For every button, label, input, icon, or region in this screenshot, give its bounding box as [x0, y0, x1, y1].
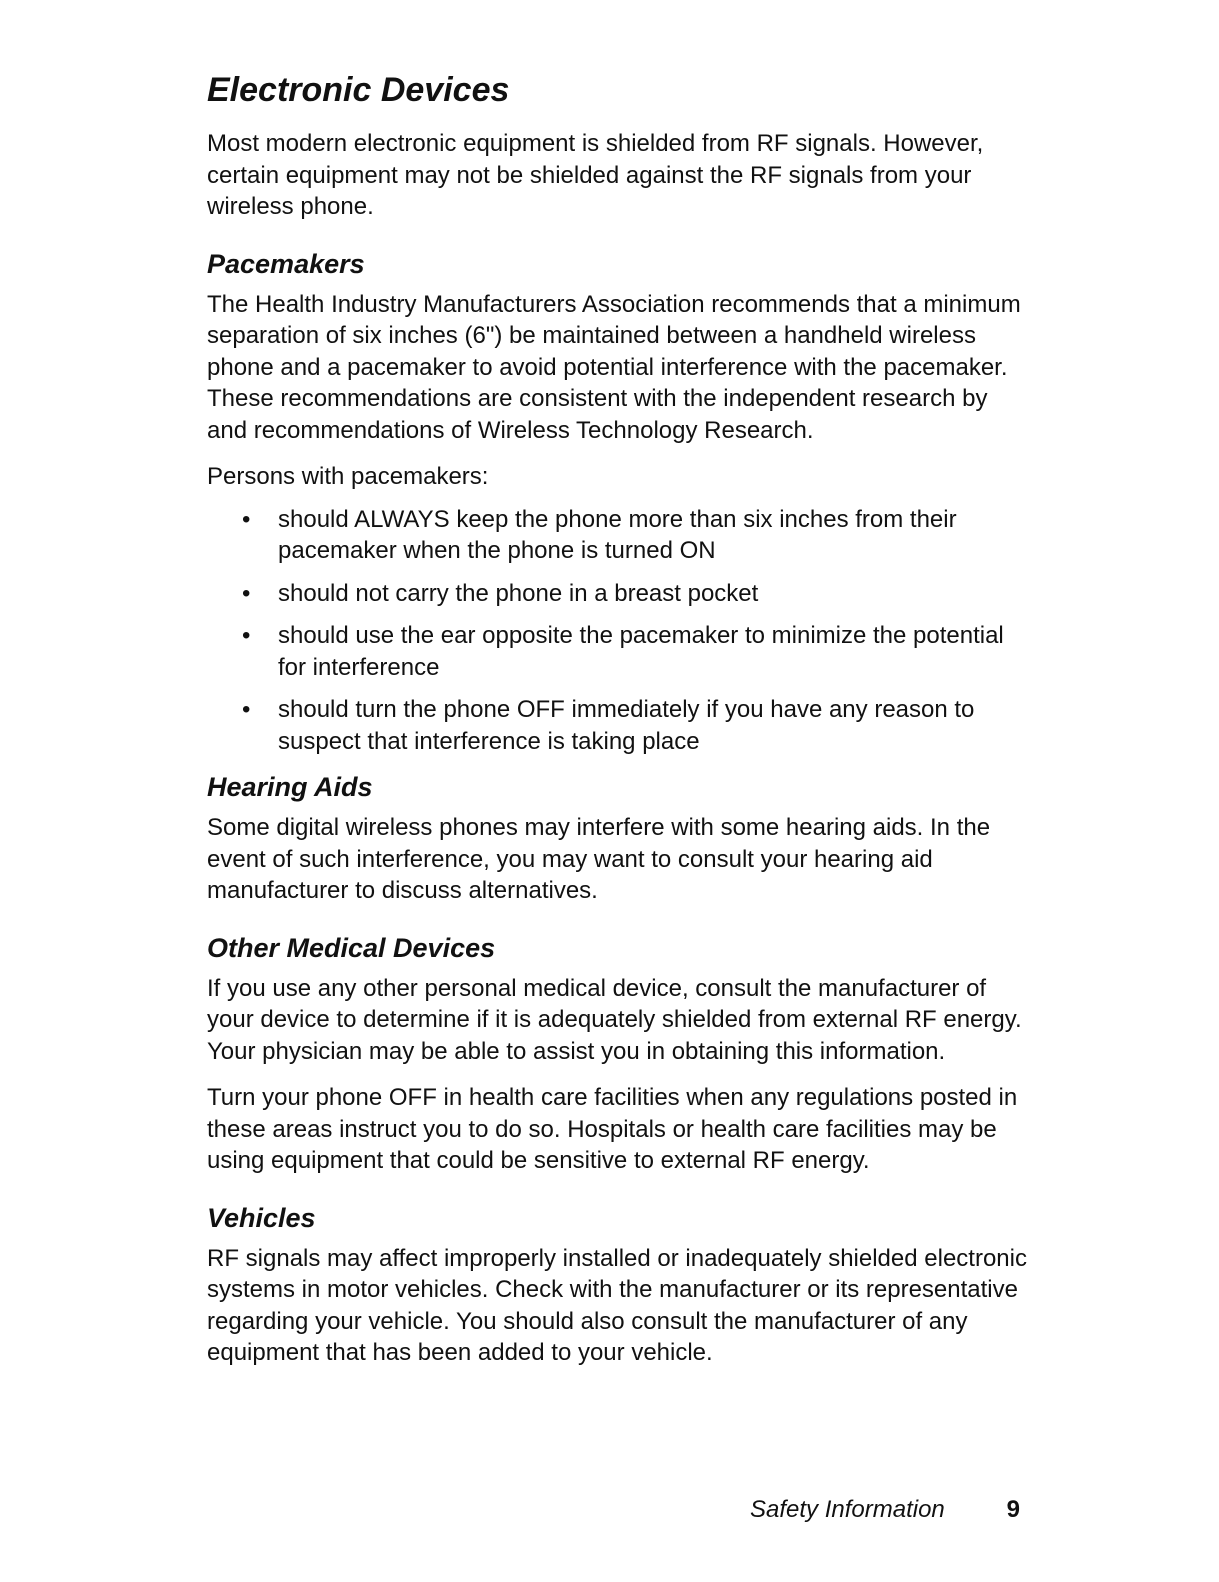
hearing-aids-heading: Hearing Aids: [207, 772, 373, 802]
page-footer: [750, 1494, 1020, 1526]
footer-section-label: Safety Information: [750, 1496, 945, 1523]
bullet-icon: •: [242, 579, 251, 607]
list-item-text: should turn the phone OFF immediately if you have any reason to suspect that interference is taking place: [278, 696, 975, 755]
vehicles-paragraph: RF signals may affect improperly installed or inadequately shielded electronic systems in motor vehicles. Check with the manufacturer or its representative regarding your vehicle. You should also consult the manufacturer of any equipment that has been added to your vehicle.: [207, 1244, 1027, 1366]
pacemakers-list: [207, 504, 1027, 758]
list-item-text: should ALWAYS keep the phone more than six inches from their pacemaker when the phone is turned ON: [278, 505, 957, 564]
other-medical-paragraph-2: Turn your phone OFF in health care facilities when any regulations posted in these areas instruct you to do so. Hospitals or health care facilities may be using equipment that could be sensitive to external RF energy.: [207, 1084, 1018, 1174]
intro-paragraph: Most modern electronic equipment is shielded from RF signals. However, certain equipment may not be shielded against the RF signals from your wireless phone.: [207, 130, 984, 220]
other-medical-heading: Other Medical Devices: [207, 932, 496, 963]
bullet-icon: •: [242, 696, 251, 723]
list-item-text: should not carry the phone in a breast pocket: [278, 579, 759, 607]
vehicles-heading: Vehicles: [207, 1202, 316, 1233]
pacemakers-heading: Pacemakers: [207, 248, 365, 279]
list-item: [207, 578, 1027, 610]
list-item-text: should use the ear opposite the pacemaker to minimize the potential for interference: [278, 622, 1004, 681]
page-title: Electronic Devices: [207, 71, 510, 109]
section-hearing-aids: [207, 768, 1027, 907]
list-item: [207, 504, 1027, 567]
pacemakers-lead: Persons with pacemakers:: [207, 463, 489, 490]
page-number: 9: [1006, 1496, 1020, 1523]
other-medical-paragraph-1: If you use any other personal medical device, consult the manufacturer of your device to determine if it is adequately shielded from external RF energy. Your physician may be able to assist you in obtaining this information.: [207, 974, 1022, 1065]
hearing-aids-paragraph: Some digital wireless phones may interfere with some hearing aids. In the event of such interference, you may want to consult your hearing aid manufacturer to discuss alternatives.: [207, 814, 991, 904]
section-vehicles: [207, 1199, 1027, 1369]
list-item: [207, 620, 1027, 683]
pacemakers-paragraph: The Health Industry Manufacturers Association recommends that a minimum separation of six inches (6") be maintained between a handheld wireless phone and a pacemaker to avoid potential interference with the pacemaker. These recommendations are consistent with the independent research by and recommendations of Wireless Technology Research.: [207, 290, 1021, 444]
section-other-medical-devices: [207, 929, 1027, 1177]
bullet-icon: •: [242, 505, 251, 533]
list-item: [207, 694, 1027, 757]
section-pacemakers: [207, 245, 1027, 758]
page-content: [207, 66, 1027, 1384]
bullet-icon: •: [242, 622, 251, 649]
